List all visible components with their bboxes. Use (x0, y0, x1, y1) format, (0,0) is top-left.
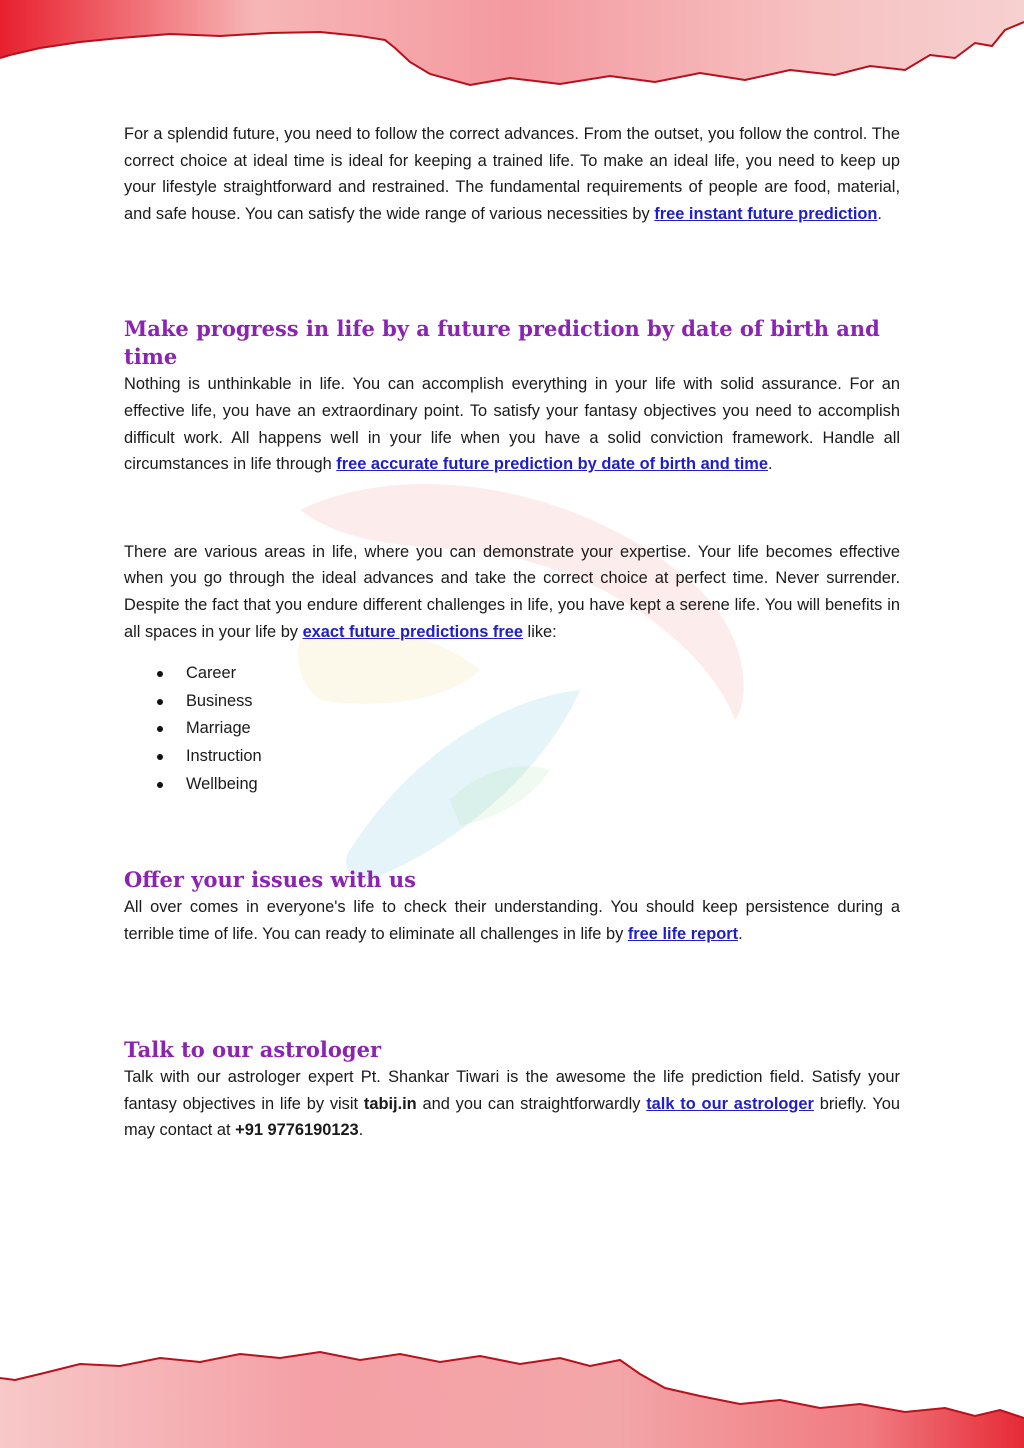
astrologer-text-3: briefly. You may contact at (124, 1094, 900, 1140)
areas-tail: like: (523, 622, 557, 641)
free-accurate-future-prediction-link[interactable]: free accurate future prediction by date of birth and time (336, 455, 768, 474)
site-name: tabij.in (363, 1094, 417, 1113)
progress-text: Nothing is unthinkable in life. You can accomplish everything in your life with solid assurance. For an effective life, you have an extraordinary point. To satisfy your fantasy objectives you need to accomplish difficult work. All happens well in your life when you have a solid conviction framework. Handle all circumstances in life through (124, 375, 900, 474)
bullet-icon (157, 726, 163, 732)
list-item-label: Wellbeing (186, 774, 258, 793)
astrologer-tail: . (358, 1121, 364, 1140)
document-body (124, 121, 900, 1144)
bullet-icon (157, 782, 163, 788)
intro-paragraph (124, 121, 900, 227)
top-banner-decoration (0, 0, 1024, 100)
issues-tail: . (738, 924, 743, 943)
list-item (124, 660, 900, 688)
exact-future-predictions-free-link[interactable]: exact future predictions free (302, 622, 523, 641)
intro-text: For a splendid future, you need to follow the correct advances. From the outset, you follow the control. The correct choice at ideal time is ideal for keeping a trained life. To make an ideal life, you need to keep up your lifestyle straightforward and restrained. The fundamental requirements of people are food, material, and safe house. You can satisfy the wide range of various necessities by (124, 125, 900, 223)
list-item (124, 771, 900, 799)
astrologer-text-2: and you can straightforwardly (416, 1094, 647, 1113)
list-item-label: Business (186, 691, 253, 710)
bottom-banner-decoration (0, 1338, 1024, 1448)
bullet-icon (157, 671, 163, 677)
free-instant-future-prediction-link[interactable]: free instant future prediction (654, 204, 878, 223)
issues-paragraph (124, 894, 900, 947)
astrologer-text-1: Talk with our astrologer expert Pt. Shankar Tiwari is the awesome the life prediction field. Satisfy your fantasy objectives in life by visit (124, 1068, 900, 1113)
list-item-label: Career (186, 664, 237, 683)
list-item (124, 743, 900, 771)
contact-phone: +91 9776190123 (235, 1121, 359, 1140)
list-item-label: Marriage (186, 719, 251, 738)
list-item (124, 715, 900, 743)
astrologer-paragraph (124, 1064, 900, 1144)
areas-paragraph (124, 539, 900, 645)
issues-text: All over comes in everyone's life to check their understanding. You should keep persistence during a terrible time of life. You can ready to eliminate all challenges in life by (124, 898, 900, 943)
benefits-list (124, 660, 900, 798)
list-item-label: Instruction (186, 746, 262, 765)
bullet-icon (157, 699, 163, 705)
section-heading-issues: Offer your issues with us (124, 867, 416, 893)
section-heading-progress: Make progress in life by a future prediction by date of birth and time (124, 316, 880, 370)
list-item (124, 688, 900, 716)
bullet-icon (157, 754, 163, 760)
areas-text: There are various areas in life, where you can demonstrate your expertise. Your life becomes effective when you go through the ideal advances and take the correct choice at perfect time. Never surrender. Despite the fact that you endure different challenges in life, you have kept a serene life. You will benefits in all spaces in your life by (124, 542, 900, 641)
talk-to-our-astrologer-link[interactable]: talk to our astrologer (646, 1094, 814, 1113)
free-life-report-link[interactable]: free life report (627, 924, 739, 943)
section-heading-astrologer: Talk to our astrologer (124, 1037, 382, 1063)
progress-paragraph (124, 371, 900, 477)
progress-tail: . (767, 455, 773, 474)
intro-tail: . (877, 204, 882, 223)
